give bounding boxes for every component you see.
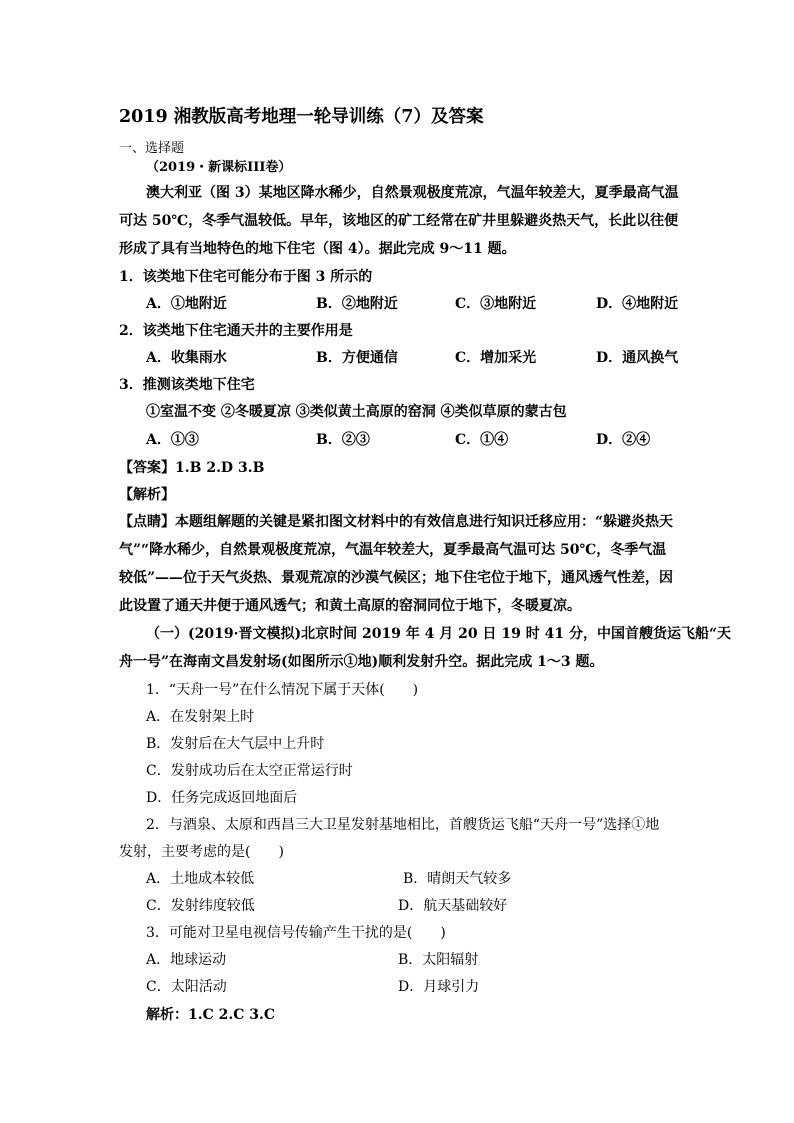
part2-question-1-option-d: D．任务完成返回地面后 bbox=[146, 790, 298, 806]
comment-line-2: 气”“降水稀少，自然景观极度荒凉，气温年较差大，夏季最高气温可达 50℃，冬季气温 bbox=[119, 542, 667, 558]
question-3-stem: 3．推测该类地下住宅 bbox=[119, 377, 255, 393]
part2-question-2-option-c: C．发射纬度较低 bbox=[146, 898, 255, 914]
part2-question-3-option-a: A．地球运动 bbox=[146, 952, 227, 968]
part2-answer-line: 解析：1.C 2.C 3.C bbox=[146, 1007, 276, 1023]
passage-line-1: 澳大利亚（图 3）某地区降水稀少，自然景观极度荒凉，气温年较差大，夏季最高气温 bbox=[146, 185, 679, 201]
part2-question-1-stem: 1．“天舟一号”在什么情况下属于天体( ) bbox=[146, 682, 419, 698]
question-2-option-a: A．收集雨水 bbox=[146, 350, 227, 366]
part2-question-1-option-c: C．发射成功后在太空正常运行时 bbox=[146, 763, 353, 779]
question-1-option-d: D．④地附近 bbox=[596, 296, 679, 312]
part2-question-2-option-b: B．晴朗天气较多 bbox=[403, 871, 512, 887]
question-1-option-a: A．①地附近 bbox=[146, 296, 227, 312]
part2-question-3-option-c: C．太阳活动 bbox=[146, 979, 227, 995]
question-3-option-d: D．②④ bbox=[596, 432, 651, 448]
question-1-option-c: C．③地附近 bbox=[455, 296, 537, 312]
comment-line-4: 此设置了通天井便于通风透气；和黄土高原的窑洞同位于地下，冬暖夏凉。 bbox=[119, 598, 581, 614]
answer-line: 【答案】1.B 2.D 3.B bbox=[119, 460, 265, 476]
passage-line-3: 形成了具有当地特色的地下住宅（图 4）。据此完成 9～11 题。 bbox=[119, 241, 516, 257]
question-3-option-c: C．①④ bbox=[455, 432, 509, 448]
question-2-option-d: D．通风换气 bbox=[596, 350, 679, 366]
part2-intro-line-1: （一）(2019·晋文模拟)北京时间 2019 年 4 月 20 日 19 时 41 分，中国首艘货运飞船“天 bbox=[146, 626, 732, 642]
question-3-option-b: B．②③ bbox=[316, 432, 370, 448]
part2-question-3-option-d: D．月球引力 bbox=[398, 979, 480, 995]
part2-question-2-stem-line-2: 发射，主要考虑的是( ) bbox=[119, 844, 284, 860]
part2-question-2-stem-line-1: 2．与酒泉、太原和西昌三大卫星发射基地相比，首艘货运飞船“天舟一号”选择①地 bbox=[146, 817, 660, 833]
question-source: （2019・新课标III卷） bbox=[146, 160, 292, 175]
question-2-stem: 2．该类地下住宅通天井的主要作用是 bbox=[119, 323, 353, 339]
question-3-option-a: A．①③ bbox=[146, 432, 199, 448]
comment-line-3: 较低”——位于天气炎热、景观荒凉的沙漠气候区；地下住宅位于地下，通风透气性差，因 bbox=[119, 570, 674, 586]
part2-question-2-option-d: D．航天基础较好 bbox=[398, 898, 508, 914]
question-2-option-b: B．方便通信 bbox=[316, 350, 398, 366]
part2-question-3-option-b: B．太阳辐射 bbox=[398, 952, 479, 968]
analysis-label: 【解析】 bbox=[119, 487, 175, 503]
question-1-stem: 1．该类地下住宅可能分布于图 3 所示的 bbox=[119, 269, 373, 285]
part2-question-1-option-a: A．在发射架上时 bbox=[146, 709, 255, 725]
part2-question-1-option-b: B．发射后在大气层中上升时 bbox=[146, 736, 325, 752]
part2-question-2-option-a: A．土地成本较低 bbox=[146, 871, 255, 887]
section-heading: 一、选择题 bbox=[119, 141, 185, 156]
part2-intro-line-2: 舟一号”在海南文昌发射场(如图所示①地)顺利发射升空。据此完成 1～3 题。 bbox=[119, 654, 604, 670]
question-3-statements: ①室温不变 ②冬暖夏凉 ③类似黄土高原的窑洞 ④类似草原的蒙古包 bbox=[146, 404, 567, 420]
part2-question-3-stem: 3．可能对卫星电视信号传输产生干扰的是( ) bbox=[146, 925, 446, 941]
passage-line-2: 可达 50℃，冬季气温较低。早年，该地区的矿工经常在矿井里躲避炎热天气，长此以往便 bbox=[119, 213, 679, 229]
comment-line-1: 【点睛】本题组解题的关键是紧扣图文材料中的有效信息进行知识迁移应用：“躲避炎热天 bbox=[119, 514, 674, 530]
document-title: 2019 湘教版高考地理一轮导训练（7）及答案 bbox=[119, 107, 484, 127]
question-1-option-b: B．②地附近 bbox=[316, 296, 398, 312]
question-2-option-c: C．增加采光 bbox=[455, 350, 537, 366]
